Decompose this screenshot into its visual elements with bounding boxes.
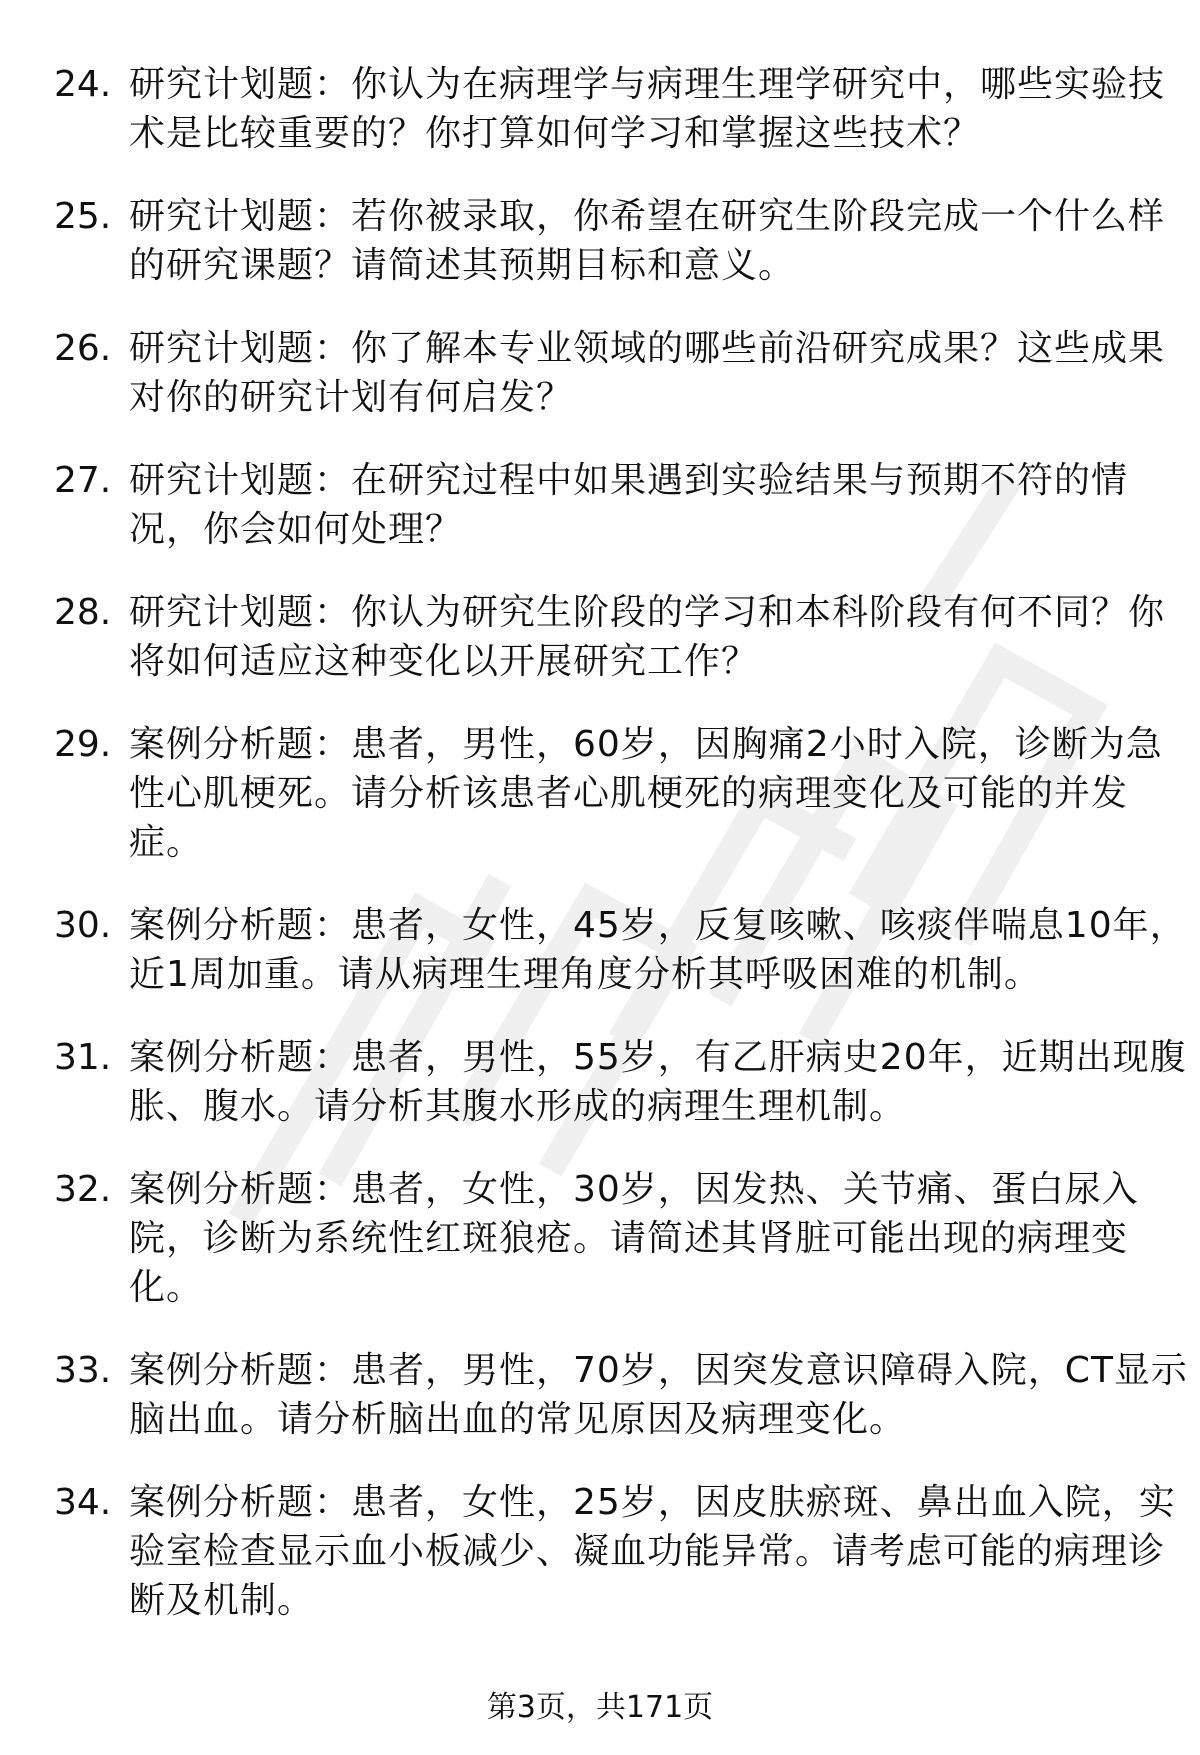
question-line: 近1周加重。请从病理生理角度分析其呼吸困难的机制。 (129, 954, 1041, 995)
question-line: 对你的研究计划有何启发？ (129, 377, 574, 418)
question-number: 33. (54, 1350, 112, 1391)
question-number: 32. (54, 1169, 112, 1210)
question-text (129, 588, 1179, 686)
question-text (129, 1165, 1179, 1312)
question-item (0, 456, 1200, 554)
question-text (129, 1033, 1187, 1131)
question-text (129, 324, 1179, 422)
question-item (0, 1346, 1200, 1444)
question-line: 院，诊断为系统性红斑狼疮。请简述其肾脏可能出现的病理变 (129, 1218, 1129, 1259)
question-item (0, 588, 1200, 686)
question-text (129, 1346, 1188, 1444)
question-number: 31. (54, 1037, 112, 1078)
question-line: 将如何适应这种变化以开展研究工作？ (129, 641, 759, 682)
question-line: 案例分析题：患者，女性，30岁，因发热、关节痛、蛋白尿入 (129, 1169, 1139, 1210)
question-line: 况，你会如何处理？ (129, 509, 463, 550)
question-line: 胀、腹水。请分析其腹水形成的病理生理机制。 (129, 1086, 907, 1127)
question-item (0, 1033, 1200, 1131)
question-number: 30. (54, 905, 112, 946)
question-number: 24. (54, 64, 112, 105)
question-number: 28. (54, 592, 112, 633)
question-list (0, 60, 1200, 1659)
question-line: 术是比较重要的？你打算如何学习和掌握这些技术？ (129, 113, 981, 154)
question-text (129, 60, 1179, 158)
question-item (0, 720, 1200, 867)
question-number: 34. (54, 1482, 112, 1523)
question-text (129, 1478, 1179, 1625)
question-item (0, 901, 1200, 999)
question-item (0, 60, 1200, 158)
question-item (0, 1165, 1200, 1312)
question-number: 29. (54, 724, 112, 765)
question-number: 25. (54, 196, 112, 237)
question-line: 验室检查显示血小板减少、凝血功能异常。请考虑可能的病理诊 (129, 1531, 1166, 1572)
question-line: 研究计划题：若你被录取，你希望在研究生阶段完成一个什么样 (129, 196, 1166, 237)
question-line: 案例分析题：患者，女性，45岁，反复咳嗽、咳痰伴喘息10年， (129, 905, 1187, 946)
question-item (0, 192, 1200, 290)
question-text (129, 456, 1179, 554)
question-line: 研究计划题：在研究过程中如果遇到实验结果与预期不符的情 (129, 460, 1129, 501)
question-line: 案例分析题：患者，男性，60岁，因胸痛2小时入院，诊断为急 (129, 724, 1163, 765)
question-text (129, 192, 1179, 290)
question-line: 研究计划题：你了解本专业领域的哪些前沿研究成果？这些成果 (129, 328, 1166, 369)
page-number-footer: 第3页，共171页 (486, 1690, 714, 1725)
question-line: 性心肌梗死。请分析该患者心肌梗死的病理变化及可能的并发 (129, 773, 1129, 814)
question-text (129, 720, 1179, 867)
question-line: 症。 (129, 822, 204, 863)
question-number: 27. (54, 460, 112, 501)
question-line: 案例分析题：患者，女性，25岁，因皮肤瘀斑、鼻出血入院，实 (129, 1482, 1176, 1523)
question-line: 断及机制。 (129, 1580, 315, 1621)
question-line: 的研究课题？请简述其预期目标和意义。 (129, 245, 796, 286)
question-number: 26. (54, 328, 112, 369)
question-item (0, 324, 1200, 422)
question-line: 研究计划题：你认为在病理学与病理生理学研究中，哪些实验技 (129, 64, 1166, 105)
question-line: 研究计划题：你认为研究生阶段的学习和本科阶段有何不同？你 (129, 592, 1166, 633)
question-item (0, 1478, 1200, 1625)
question-line: 案例分析题：患者，男性，55岁，有乙肝病史20年，近期出现腹 (129, 1037, 1187, 1078)
question-text (129, 901, 1187, 999)
question-line: 化。 (129, 1267, 204, 1308)
question-line: 脑出血。请分析脑出血的常见原因及病理变化。 (129, 1399, 907, 1440)
question-line: 案例分析题：患者，男性，70岁，因突发意识障碍入院，CT显示 (129, 1350, 1188, 1391)
